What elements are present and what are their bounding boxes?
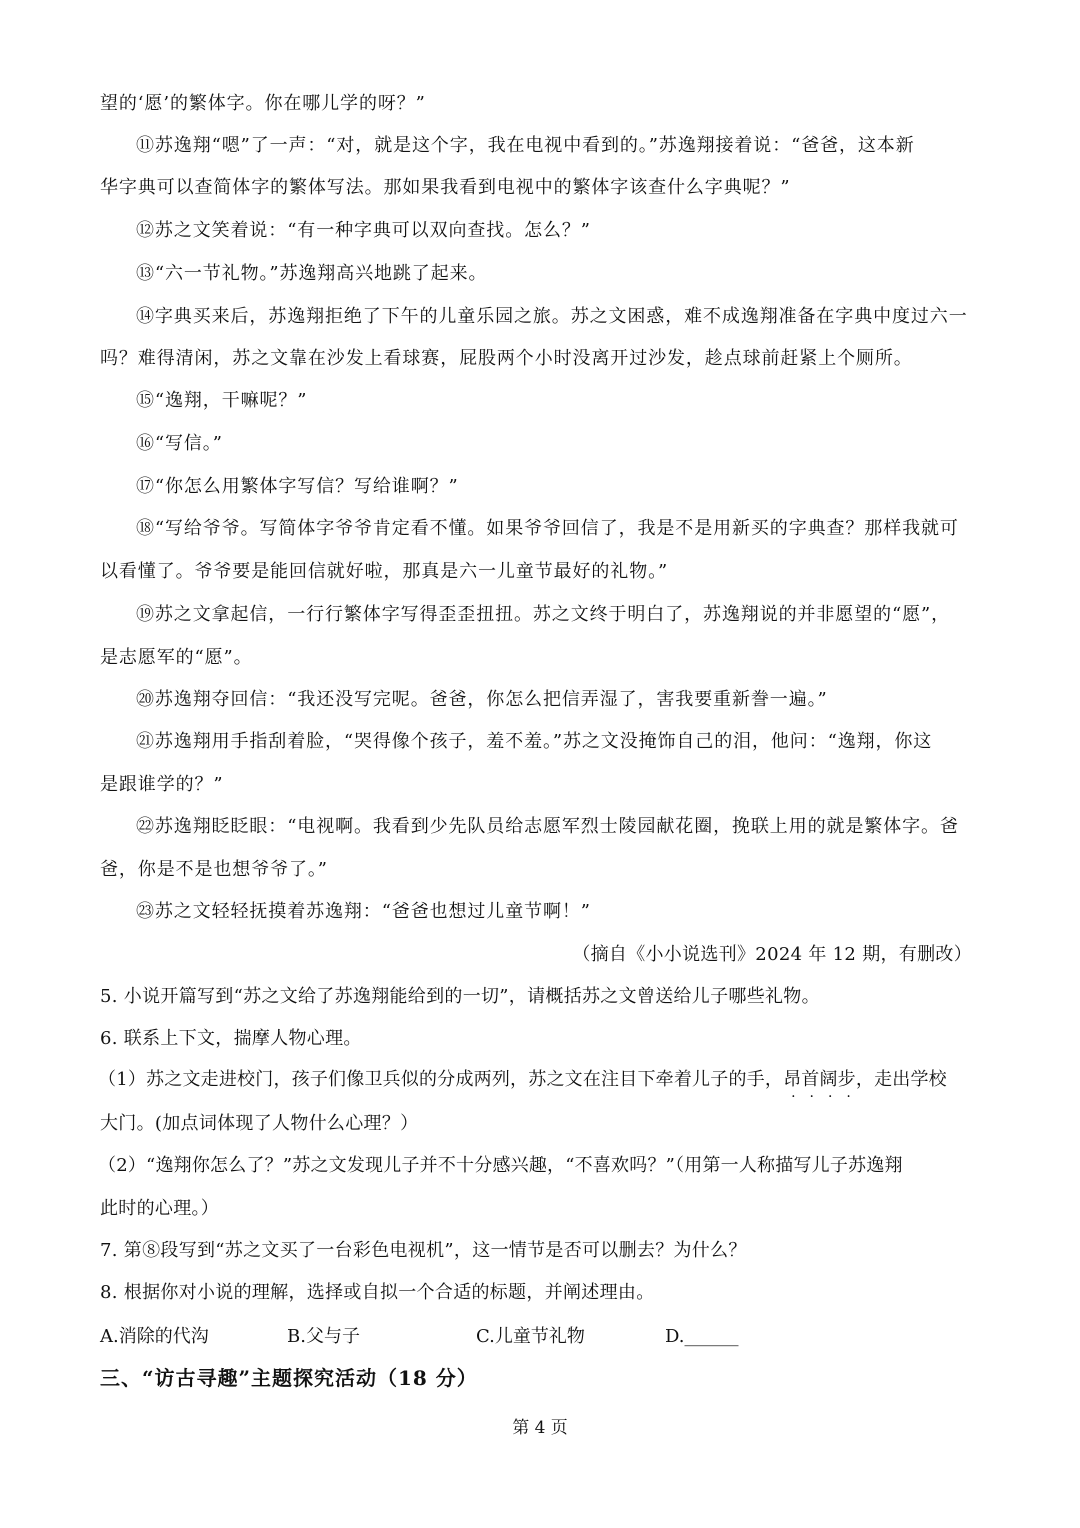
question-8: 8. 根据你对小说的理解，选择或自拟一个合适的标题，并阐述理由。 xyxy=(100,1282,655,1303)
question-7: 7. 第⑧段写到“苏之文买了一台彩色电视机”，这一情节是否可以删去？为什么？ xyxy=(100,1240,747,1261)
paragraph-18-line-1: ⑱“写给爷爷。写简体字爷爷肯定看不懂。如果爷爷回信了，我是不是用新买的字典查？那样我就可 xyxy=(136,518,959,539)
paragraph-17: ⑰“你怎么用繁体字写信？写给谁啊？” xyxy=(136,476,459,497)
emphasized-word xyxy=(783,1068,865,1105)
option-a: A.消除的代沟 xyxy=(100,1326,209,1347)
paragraph-13: ⑬“六一节礼物。”苏逸翔高兴地跳了起来。 xyxy=(136,263,488,284)
paragraph-22-line-1: ㉒苏逸翔眨眨眼：“电视啊。我看到少先队员给志愿军烈士陵园献花圈，挽联上用的就是繁体字。爸 xyxy=(136,816,959,837)
paragraph-20: ⑳苏逸翔夺回信：“我还没写完呢。爸爸，你怎么把信弄湿了，害我要重新誊一遍。” xyxy=(136,689,828,710)
question-6-1-text: （1）苏之文走进校门，孩子们像卫兵似的分成两列，苏之文在注目下牵着儿子的手， xyxy=(98,1069,784,1090)
question-6-1-line-1 xyxy=(98,1068,947,1105)
option-b: B.父与子 xyxy=(287,1326,360,1347)
emphasized-word-text: 昂首阔步 xyxy=(783,1069,856,1090)
emphasis-dots: ···· xyxy=(791,1089,865,1105)
question-5: 5. 小说开篇写到“苏之文给了苏逸翔能给到的一切”，请概括苏之文曾送给儿子哪些礼物。 xyxy=(100,986,820,1007)
paragraph-23: ㉓苏之文轻轻抚摸着苏逸翔：“爸爸也想过儿童节啊！” xyxy=(136,901,591,922)
option-d: D.______ xyxy=(665,1326,739,1347)
paragraph-21-line-1: ㉑苏逸翔用手指刮着脸，“哭得像个孩子，羞不羞。”苏之文没掩饰自己的泪，他问：“逸翔，你这 xyxy=(136,731,933,752)
paragraph-11-line-2: 华字典可以查简体字的繁体写法。那如果我看到电视中的繁体字该查什么字典呢？” xyxy=(100,177,791,198)
question-6-1-text-end: ，走出学校 xyxy=(855,1069,947,1090)
paragraph-19-line-2: 是志愿军的“愿”。 xyxy=(100,647,253,668)
paragraph-11-line-1: ⑪苏逸翔“嗯”了一声：“对，就是这个字，我在电视中看到的。”苏逸翔接着说：“爸爸，这本新 xyxy=(136,135,915,156)
question-6-1-line-2: 大门。(加点词体现了人物什么心理？） xyxy=(100,1113,419,1134)
paragraph-18-line-2: 以看懂了。爷爷要是能回信就好啦，那真是六一儿童节最好的礼物。” xyxy=(100,561,669,582)
paragraph-14-line-1: ⑭字典买来后，苏逸翔拒绝了下午的儿童乐园之旅。苏之文困惑，难不成逸翔准备在字典中度过六一 xyxy=(136,306,968,327)
paragraph-21-line-2: 是跟谁学的？” xyxy=(100,774,224,795)
source-citation: （摘自《小小说选刊》2024 年 12 期，有删改） xyxy=(572,944,972,965)
paragraph-16: ⑯“写信。” xyxy=(136,433,223,454)
paragraph-12: ⑫苏之文笑着说：“有一种字典可以双向查找。怎么？” xyxy=(136,220,591,241)
story-line-1: 望的‘愿’的繁体字。你在哪儿学的呀？” xyxy=(100,93,426,114)
page-number: 第 4 页 xyxy=(512,1418,568,1438)
section-title: 三、“访古寻趣”主题探究活动（18 分） xyxy=(100,1366,478,1390)
paragraph-19-line-1: ⑲苏之文拿起信，一行行繁体字写得歪歪扭扭。苏之文终于明白了，苏逸翔说的并非愿望的“愿”， xyxy=(136,604,950,625)
question-6-2-line-1: （2）“逸翔你怎么了？”苏之文发现儿子并不十分感兴趣，“不喜欢吗？”（用第一人称描写儿子苏逸翔 xyxy=(98,1155,903,1176)
question-6: 6. 联系上下文，揣摩人物心理。 xyxy=(100,1028,362,1049)
paragraph-22-line-2: 爸，你是不是也想爷爷了。” xyxy=(100,859,328,880)
paragraph-15: ⑮“逸翔，干嘛呢？” xyxy=(136,390,308,411)
question-6-2-line-2: 此时的心理。） xyxy=(100,1198,220,1219)
paragraph-14-line-2: 吗？难得清闲，苏之文靠在沙发上看球赛，屁股两个小时没离开过沙发，趁点球前赶紧上个厕所。 xyxy=(100,348,913,369)
option-c: C.儿童节礼物 xyxy=(476,1326,585,1347)
